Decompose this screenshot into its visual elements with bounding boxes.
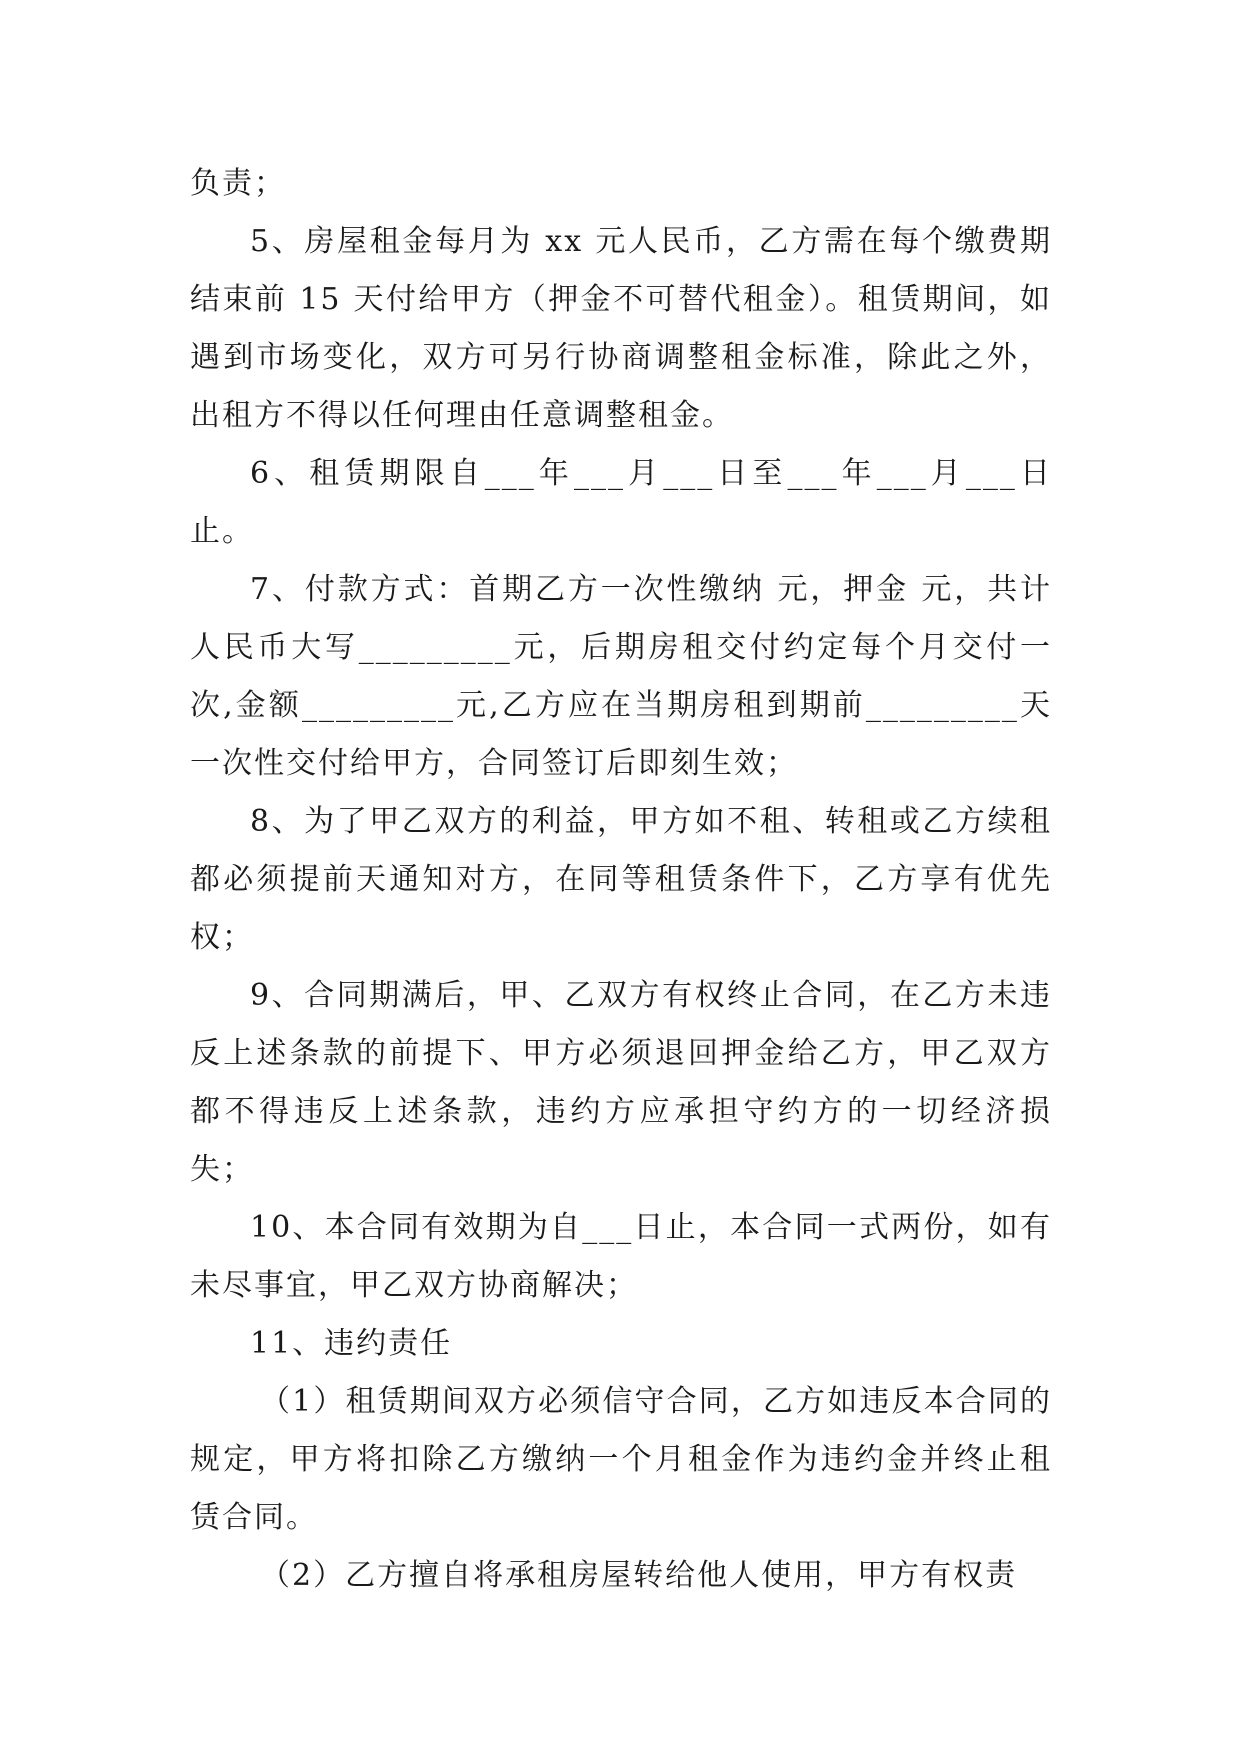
clause-8-renewal: 8、为了甲乙双方的利益，甲方如不租、转租或乙方续租都必须提前天通知对方，在同等租赁条件下，乙方享有优先权；: [190, 804, 1052, 955]
contract-body: [190, 155, 1052, 1605]
clause-10-validity: 10、本合同有效期为自___日止，本合同一式两份，如有未尽事宜，甲乙双方协商解决；: [190, 1210, 1052, 1303]
clause-9-expiry: 9、合同期满后，甲、乙双方有权终止合同，在乙方未违反上述条款的前提下、甲方必须退回押金给乙方，甲乙双方都不得违反上述条款，违约方应承担守约方的一切经济损失；: [190, 978, 1052, 1187]
clause-7-payment: 7、付款方式：首期乙方一次性缴纳 元，押金 元，共计人民币大写_________元，后期房租交付约定每个月交付一次,金额_________元,乙方应在当期房租到期前_________天一次性交付给甲方，合同签订后即刻生效；: [190, 572, 1052, 781]
clause-6-lease-term: 6、租赁期限自___年___月___日至___年___月___日止。: [190, 456, 1052, 549]
paragraph-continuation: 负责；: [190, 166, 286, 201]
clause-11-item-1: （1）租赁期间双方必须信守合同，乙方如违反本合同的规定，甲方将扣除乙方缴纳一个月租金作为违约金并终止租赁合同。: [190, 1384, 1052, 1535]
clause-5-rent: 5、房屋租金每月为 xx 元人民币，乙方需在每个缴费期结束前 15 天付给甲方（押金不可替代租金）。租赁期间，如遇到市场变化，双方可另行协商调整租金标准，除此之外，出租方不得以任何理由任意调整租金。: [190, 224, 1052, 433]
clause-11-item-2: （2）乙方擅自将承租房屋转给他人使用，甲方有权责: [260, 1558, 1018, 1593]
clause-11-heading: 11、违约责任: [250, 1326, 453, 1361]
